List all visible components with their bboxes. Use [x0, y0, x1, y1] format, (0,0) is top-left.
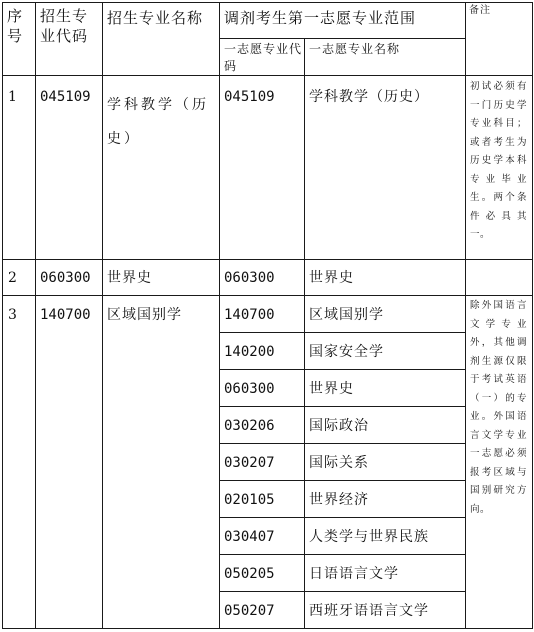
rule-top	[2, 2, 465, 3]
row-name: 世界史	[107, 270, 152, 286]
range-name: 西班牙语语言文学	[309, 603, 429, 619]
range-name: 人类学与世界民族	[309, 529, 429, 545]
row-name: 区域国别学	[107, 307, 182, 323]
range-code: 030206	[224, 418, 275, 434]
rule-col4	[304, 38, 305, 629]
range-name: 世界史	[309, 270, 354, 286]
header-range-name: 一志愿专业名称	[309, 42, 401, 56]
range-name: 世界史	[309, 381, 354, 397]
range-name: 学科教学（历史）	[309, 89, 429, 105]
row-seq: 2	[8, 270, 18, 286]
row-seq: 1	[8, 89, 18, 105]
header-name: 招生专业名称	[107, 9, 204, 27]
range-name: 区域国别学	[309, 307, 384, 323]
rule-row2-bottom	[2, 295, 532, 296]
range-code: 060300	[224, 381, 275, 397]
range-code: 045109	[224, 89, 275, 105]
rule-header-bottom	[2, 75, 532, 76]
header-range-code: 一志愿专业代码	[224, 42, 303, 73]
row-code: 140700	[40, 307, 91, 323]
rule-row1-bottom	[2, 259, 532, 260]
row-remark: 除外国语言文学专业外，其他调剂生源仅限于考试英语（一）的专业。外国语言文学专业一志愿必须报考区域与国别研究方向。	[470, 300, 527, 515]
header-code: 招生专业代码	[40, 7, 89, 45]
rule-col2	[102, 2, 103, 629]
range-code: 050207	[224, 603, 275, 619]
range-code: 140200	[224, 344, 275, 360]
rule-r3-4	[219, 443, 465, 444]
header-seq: 序号	[7, 7, 24, 45]
rule-left	[2, 2, 3, 629]
row-seq: 3	[8, 307, 18, 323]
rule-r3-7	[219, 554, 465, 555]
rule-r3-2	[219, 369, 465, 370]
rule-r3-3	[219, 406, 465, 407]
rule-r3-5	[219, 480, 465, 481]
header-range: 调剂考生第一志愿专业范围	[224, 9, 417, 27]
range-name: 国际关系	[309, 455, 369, 471]
range-name: 国际政治	[309, 418, 369, 434]
rule-col5	[465, 2, 466, 629]
range-code: 050205	[224, 566, 275, 582]
range-code: 060300	[224, 270, 275, 286]
range-code: 020105	[224, 492, 275, 508]
range-name: 日语语言文学	[309, 566, 399, 582]
rule-top-remark	[465, 2, 532, 3]
rule-bottom	[2, 628, 532, 629]
rule-sub-header	[219, 38, 465, 39]
range-name: 国家安全学	[309, 344, 384, 360]
range-code: 030207	[224, 455, 275, 471]
row-code: 060300	[40, 270, 91, 286]
rule-col3	[219, 2, 220, 629]
rule-r3-1	[219, 332, 465, 333]
rule-r3-6	[219, 517, 465, 518]
range-code: 030407	[224, 529, 275, 545]
row-remark: 初试必须有一门历史学专业科目；或者考生为历史学本科专业毕业生。两个条件必具其一。	[470, 81, 527, 240]
range-name: 世界经济	[309, 492, 369, 508]
rule-col1	[35, 2, 36, 629]
header-remark: 备注	[469, 5, 491, 16]
rule-right	[532, 2, 533, 629]
range-code: 140700	[224, 307, 275, 323]
row-name: 学科教学（历史）	[107, 97, 209, 147]
rule-r3-8	[219, 591, 465, 592]
row-code: 045109	[40, 89, 91, 105]
